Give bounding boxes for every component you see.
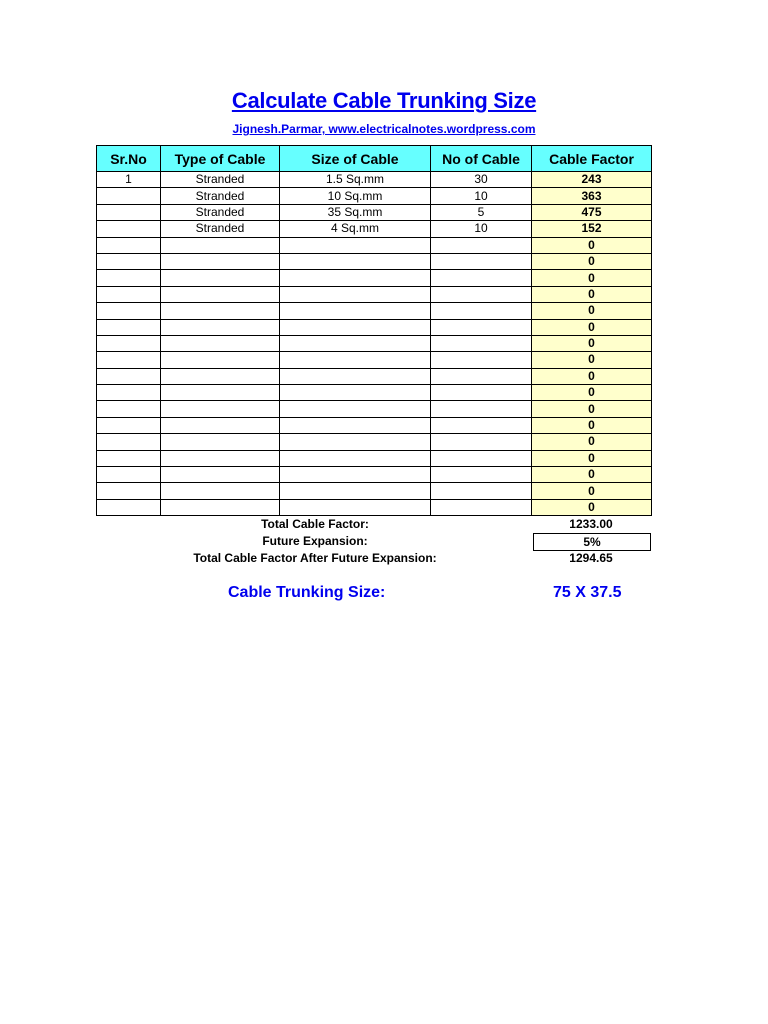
cell-no-of-cable[interactable]	[431, 303, 532, 319]
cell-size-of-cable[interactable]	[280, 253, 431, 269]
cell-cable-factor: 0	[532, 237, 652, 253]
cell-size-of-cable[interactable]	[280, 368, 431, 384]
cell-cable-factor: 0	[532, 499, 652, 515]
cell-size-of-cable[interactable]	[280, 434, 431, 450]
table-body	[97, 172, 652, 516]
cell-type-of-cable[interactable]	[161, 237, 280, 253]
table-header-row	[97, 146, 652, 172]
author-link[interactable]: Jignesh.Parmar, www.electricalnotes.wordpress.com	[232, 122, 536, 136]
cell-type-of-cable[interactable]	[161, 450, 280, 466]
header-no-of-cable: No of Cable	[431, 146, 532, 172]
cell-sr-no[interactable]	[97, 483, 161, 499]
cell-size-of-cable[interactable]	[280, 352, 431, 368]
cell-cable-factor: 152	[532, 221, 652, 237]
cell-type-of-cable[interactable]	[161, 483, 280, 499]
total-cable-factor-label: Total Cable Factor:	[261, 517, 369, 531]
cell-cable-factor: 0	[532, 385, 652, 401]
cell-type-of-cable[interactable]	[161, 253, 280, 269]
cell-size-of-cable[interactable]: 35 Sq.mm	[280, 204, 431, 220]
cell-size-of-cable[interactable]: 1.5 Sq.mm	[280, 172, 431, 188]
cell-type-of-cable[interactable]	[161, 417, 280, 433]
cell-sr-no[interactable]	[97, 270, 161, 286]
table-row	[97, 335, 652, 351]
table-row	[97, 499, 652, 515]
cell-no-of-cable[interactable]	[431, 286, 532, 302]
cell-sr-no[interactable]	[97, 303, 161, 319]
cell-size-of-cable[interactable]: 10 Sq.mm	[280, 188, 431, 204]
cell-cable-factor: 0	[532, 253, 652, 269]
cell-no-of-cable[interactable]: 10	[431, 221, 532, 237]
cell-type-of-cable[interactable]	[161, 270, 280, 286]
cell-sr-no[interactable]: 1	[97, 172, 161, 188]
cell-sr-no[interactable]	[97, 204, 161, 220]
header-size-of-cable: Size of Cable	[280, 146, 431, 172]
cell-no-of-cable[interactable]	[431, 499, 532, 515]
cell-cable-factor: 0	[532, 303, 652, 319]
cell-sr-no[interactable]	[97, 253, 161, 269]
cell-size-of-cable[interactable]	[280, 335, 431, 351]
cell-type-of-cable[interactable]	[161, 467, 280, 483]
cell-size-of-cable[interactable]	[280, 319, 431, 335]
cell-no-of-cable[interactable]	[431, 401, 532, 417]
cell-cable-factor: 0	[532, 319, 652, 335]
cell-type-of-cable[interactable]	[161, 335, 280, 351]
cell-type-of-cable[interactable]: Stranded	[161, 188, 280, 204]
cell-sr-no[interactable]	[97, 467, 161, 483]
cell-cable-factor: 475	[532, 204, 652, 220]
table-row	[97, 368, 652, 384]
cell-sr-no[interactable]	[97, 319, 161, 335]
table-row	[97, 450, 652, 466]
cell-no-of-cable[interactable]	[431, 270, 532, 286]
cell-no-of-cable[interactable]	[431, 237, 532, 253]
cell-size-of-cable[interactable]	[280, 401, 431, 417]
cell-sr-no[interactable]	[97, 417, 161, 433]
trunking-size-label: Cable Trunking Size:	[228, 584, 386, 601]
cell-cable-factor: 0	[532, 467, 652, 483]
cell-cable-factor: 0	[532, 417, 652, 433]
cell-type-of-cable[interactable]	[161, 385, 280, 401]
cell-no-of-cable[interactable]	[431, 335, 532, 351]
table-row	[97, 253, 652, 269]
table-row	[97, 467, 652, 483]
cell-cable-factor: 243	[532, 172, 652, 188]
cell-type-of-cable[interactable]	[161, 286, 280, 302]
cell-type-of-cable[interactable]	[161, 368, 280, 384]
table-row	[97, 188, 652, 204]
cell-size-of-cable[interactable]	[280, 270, 431, 286]
cell-no-of-cable[interactable]	[431, 352, 532, 368]
cell-cable-factor: 0	[532, 450, 652, 466]
page-title: Calculate Cable Trunking Size	[231, 88, 537, 113]
cell-cable-factor: 363	[532, 188, 652, 204]
table-row	[97, 352, 652, 368]
cell-cable-factor: 0	[532, 483, 652, 499]
cell-no-of-cable[interactable]	[431, 385, 532, 401]
total-after-expansion-value: 1294.65	[569, 551, 613, 565]
table-row	[97, 270, 652, 286]
cell-cable-factor: 0	[532, 352, 652, 368]
cell-no-of-cable[interactable]	[431, 434, 532, 450]
cell-type-of-cable[interactable]	[161, 319, 280, 335]
total-cable-factor-value: 1233.00	[569, 517, 613, 531]
cell-no-of-cable[interactable]	[431, 253, 532, 269]
cell-type-of-cable[interactable]	[161, 303, 280, 319]
cell-sr-no[interactable]	[97, 352, 161, 368]
cell-size-of-cable[interactable]	[280, 499, 431, 515]
cell-cable-factor: 0	[532, 434, 652, 450]
cable-table	[96, 145, 652, 516]
cell-size-of-cable[interactable]	[280, 467, 431, 483]
cell-no-of-cable[interactable]: 10	[431, 188, 532, 204]
cell-size-of-cable[interactable]	[280, 237, 431, 253]
cell-size-of-cable[interactable]	[280, 303, 431, 319]
table-row	[97, 319, 652, 335]
cell-size-of-cable[interactable]	[280, 417, 431, 433]
cell-cable-factor: 0	[532, 401, 652, 417]
cell-sr-no[interactable]	[97, 434, 161, 450]
cell-no-of-cable[interactable]: 5	[431, 204, 532, 220]
cell-type-of-cable[interactable]: Stranded	[161, 204, 280, 220]
table-row	[97, 204, 652, 220]
cell-cable-factor: 0	[532, 270, 652, 286]
cell-cable-factor: 0	[532, 286, 652, 302]
table-row	[97, 434, 652, 450]
header-type-of-cable: Type of Cable	[161, 146, 280, 172]
table-row	[97, 385, 652, 401]
cell-type-of-cable[interactable]: Stranded	[161, 221, 280, 237]
header-cable-factor: Cable Factor	[532, 146, 652, 172]
table-row	[97, 483, 652, 499]
cell-cable-factor: 0	[532, 368, 652, 384]
cell-size-of-cable[interactable]	[280, 385, 431, 401]
cell-sr-no[interactable]	[97, 335, 161, 351]
table-row	[97, 172, 652, 188]
header-sr-no: Sr.No	[97, 146, 161, 172]
cell-size-of-cable[interactable]	[280, 286, 431, 302]
cell-type-of-cable[interactable]	[161, 352, 280, 368]
table-row	[97, 417, 652, 433]
cell-no-of-cable[interactable]	[431, 483, 532, 499]
cell-sr-no[interactable]	[97, 237, 161, 253]
cell-sr-no[interactable]	[97, 499, 161, 515]
cell-sr-no[interactable]	[97, 368, 161, 384]
cell-sr-no[interactable]	[97, 385, 161, 401]
table-row	[97, 286, 652, 302]
total-after-expansion-label: Total Cable Factor After Future Expansion:	[193, 551, 437, 565]
cell-no-of-cable[interactable]	[431, 450, 532, 466]
table-row	[97, 401, 652, 417]
cell-size-of-cable[interactable]	[280, 483, 431, 499]
cell-sr-no[interactable]	[97, 286, 161, 302]
cell-no-of-cable[interactable]: 30	[431, 172, 532, 188]
cell-type-of-cable[interactable]: Stranded	[161, 172, 280, 188]
cell-type-of-cable[interactable]	[161, 499, 280, 515]
future-expansion-label: Future Expansion:	[262, 534, 368, 548]
table-row	[97, 303, 652, 319]
cell-sr-no[interactable]	[97, 401, 161, 417]
cell-sr-no[interactable]	[97, 450, 161, 466]
cell-size-of-cable[interactable]: 4 Sq.mm	[280, 221, 431, 237]
trunking-size-value: 75 X 37.5	[553, 584, 622, 601]
future-expansion-input[interactable]: 5%	[533, 533, 651, 551]
cell-size-of-cable[interactable]	[280, 450, 431, 466]
table-row	[97, 221, 652, 237]
cell-no-of-cable[interactable]	[431, 319, 532, 335]
table-row	[97, 237, 652, 253]
cell-cable-factor: 0	[532, 335, 652, 351]
cell-no-of-cable[interactable]	[431, 368, 532, 384]
cell-sr-no[interactable]	[97, 188, 161, 204]
cell-sr-no[interactable]	[97, 221, 161, 237]
cell-type-of-cable[interactable]	[161, 434, 280, 450]
cell-type-of-cable[interactable]	[161, 401, 280, 417]
cell-no-of-cable[interactable]	[431, 467, 532, 483]
cell-no-of-cable[interactable]	[431, 417, 532, 433]
